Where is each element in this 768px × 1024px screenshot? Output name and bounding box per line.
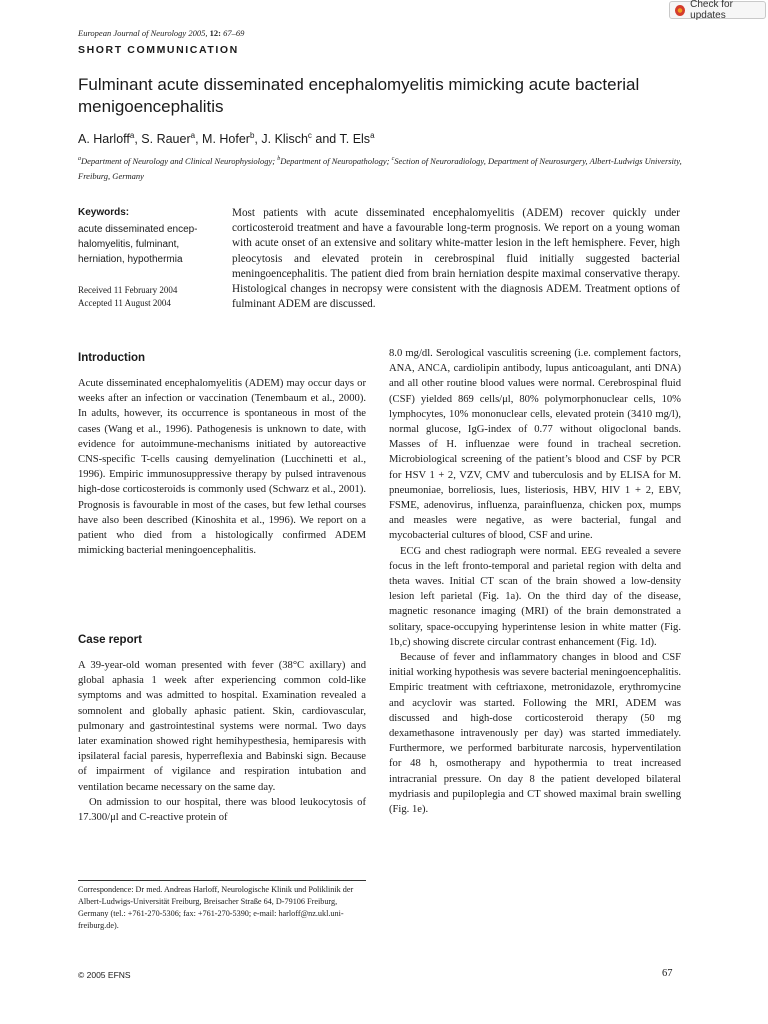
journal-year: 2005,	[188, 28, 208, 38]
paragraph: A 39-year-old woman presented with fever (38°C axillary) and global aphasia 1 week after experiencing common cold-like symptoms and was admitted to hospital. Examination revealed a somnolent and globally aphasic patient. Skin, cardiovascular, pulmonary and gastrointestinal systems were normal. Two days later examination showed right hemihypesthesia, hemiparesis with ipsilateral facial paresis, hyperreflexia and Babinski sign. Because of impairment of vigilance and respiration intubation and ventilation became necessary on the same day.	[78, 660, 366, 793]
check-for-updates-label: Check for updates	[690, 0, 733, 21]
affiliation-mark: c	[391, 156, 395, 162]
case-report-body	[78, 658, 366, 825]
right-column-body	[389, 346, 681, 817]
keywords-heading: Keywords:	[78, 207, 130, 218]
received-date: Received 11 February 2004	[78, 285, 178, 295]
journal-pages: 67–69	[223, 28, 245, 38]
introduction-heading: Introduction	[78, 352, 146, 364]
paragraph: ECG and chest radiograph were normal. EEG revealed a severe focus in the left fronto-temporal and parietal region with delta and theta waves. Initial CT scan of the brain showed a low-density lesion left parietal (Fig. 1a). On the third day of the disease, magnetic resonance imaging (MRI) of the brain demonstrated a solitary, space-occupying hyperintense lesion in white matter (Fig. 1b,c) showing discrete circular contrast enhancement (Fig. 1d).	[389, 545, 681, 648]
section-label: SHORT COMMUNICATION	[78, 44, 239, 56]
footnote-divider	[78, 880, 366, 881]
copyright: © 2005 EFNS	[78, 970, 131, 980]
affiliation-mark: a	[78, 156, 81, 162]
affiliation: Department of Neuropathology;	[280, 155, 392, 166]
journal-name: European Journal of Neurology	[78, 28, 187, 38]
journal-citation	[78, 28, 244, 38]
journal-volume: 12:	[209, 28, 221, 38]
correspondence-note: Correspondence: Dr med. Andreas Harloff, Neurologische Klinik und Poliklinik der Albert-Ludwigs-Universität Freiburg, Breisacher Straße 64, D-79106 Freiburg, Germany (tel.: +761-270-5306; fax: +761-270-5390; e-mail: harloff@nz.ukl.uni-freiburg.de).	[78, 885, 354, 930]
page-number: 67	[662, 968, 673, 979]
author: J. Klisch	[261, 132, 308, 147]
check-for-updates-badge[interactable]	[669, 1, 766, 19]
author-separator: ,	[195, 132, 203, 147]
author-affiliation-mark: b	[249, 131, 255, 140]
paragraph: Acute disseminated encephalomyelitis (ADEM) may occur days or weeks after an infection or vaccination (Tenembaum et al., 2000). In adults, however, its occurrence is spontaneous in most of the cases (Wang et al., 1996). Pathogenesis is unknown to date, with evidence for autoimmune-mechanisms initiated by autoreactive CNS-specific T-cells causing demyelination (Lucchinetti et al., 1996). Empiric immunosuppressive therapy by pulsed intravenous high-dose corticosteroids is commonly used (Schwarz et al., 2001). Prognosis is favourable in most of the cases, but few lethal courses have also been described (Kinoshita et al., 1996). We report on a patient who died from a histologically confirmed ADEM mimicking bacterial meningoencephalitis.	[78, 378, 366, 557]
author-affiliation-mark: a	[129, 131, 135, 140]
paragraph: 8.0 mg/dl. Serological vasculitis screening (i.e. complement factors, ANA, ANCA, cardiolipin antibody, lupus anticoagulant, anti DNA) and all other routine blood values were normal. Cerebrospinal fluid (CSF) yielded 869 cells/μl, 80% polymorphonuclear cells, 10% lymphocytes, 10% mononuclear cells, elevated protein (3410 mg/l), normal glucose, IgG-index of 0.77 without oligoclonal bands. Masses of H. influenzae were found in tracheal secretion. Microbiological screening of the patient’s blood and CSF by PCR for HSV 1 + 2, VZV, CMV and tuberculosis and by ELISA for M. pneumoniae, borreliosis, lues, listeriosis, HBV, HIV 1 + 2, EBV, FSME, adenovirus, influenza, parainfluenza, chicken pox, mumps and measles were negative, as were bacterial, fungal and mycobacterial cultures of blood, CSF and urine.	[389, 348, 681, 542]
affiliation-mark: b	[277, 156, 281, 162]
author: A. Harloff	[78, 132, 130, 147]
paragraph: Because of fever and inflammatory changes in blood and CSF initial working hypothesis was severe bacterial meningoencephalitis. Empiric treatment with ceftriaxone, metronidazole, erythromycine and acyclovir was started. Following the MRI, ADEM was discussed and high-dose corticosteroid therapy (50 mg dexamethasone intravenously per day) was started immediately. Furthermore, we performed barbiturate narcosis, hyperventilation for 48 h, osmotherapy and hypothermia to treat increased intracranial pressure. On day 8 the patient developed bilateral mydriasis and pupiloplegia and CT showed maximal brain swelling (Fig. 1e).	[389, 652, 681, 816]
author-separator: and	[311, 132, 340, 147]
author-affiliation-mark: c	[307, 131, 312, 140]
case-report-heading: Case report	[78, 634, 142, 646]
accepted-date: Accepted 11 August 2004	[78, 298, 171, 308]
author: M. Hofer	[202, 132, 250, 147]
author: S. Rauer	[141, 132, 191, 147]
article-dates	[78, 284, 218, 310]
author-affiliation-mark: a	[190, 131, 196, 140]
affiliations	[78, 152, 698, 184]
keywords-text: acute disseminated encep- halomyelitis, fulminant, herniation, hypothermia	[78, 224, 198, 265]
paragraph: On admission to our hospital, there was blood leukocytosis of 17.300/μl and C-reactive protein of	[78, 796, 366, 824]
author-list	[78, 131, 375, 146]
author-affiliation-mark: a	[370, 131, 375, 140]
affiliation: Section of Neuroradiology, Department of Neurosurgery, Albert-Ludwigs University, Freiburg, Germany	[78, 155, 682, 181]
author-separator: ,	[254, 132, 262, 147]
article-title: Fulminant acute disseminated encephalomyelitis mimicking acute bacterial menigoencephalitis	[78, 75, 640, 116]
abstract: Most patients with acute disseminated encephalomyelitis (ADEM) recover quickly under corticosteroid treatment and have a favourable long-term prognosis. We report on a young woman with acute onset of an extensive and solitary white-matter lesion in the left hemisphere. Fever, high pleocytosis and elevated protein in cerebrospinal fluid initially suggested bacterial meningoencephalitis. The patient died from brain herniation despite maximal conservative therapy. Histological changes in necropsy were consistent with the diagnosis ADEM. Treatment options of fulminant ADEM are discussed.	[232, 207, 680, 311]
affiliation: Department of Neurology and Clinical Neurophysiology;	[81, 155, 278, 166]
author-separator: ,	[134, 132, 142, 147]
author: T. Els	[339, 132, 371, 147]
introduction-body	[78, 376, 366, 558]
crossmark-icon	[675, 5, 685, 16]
